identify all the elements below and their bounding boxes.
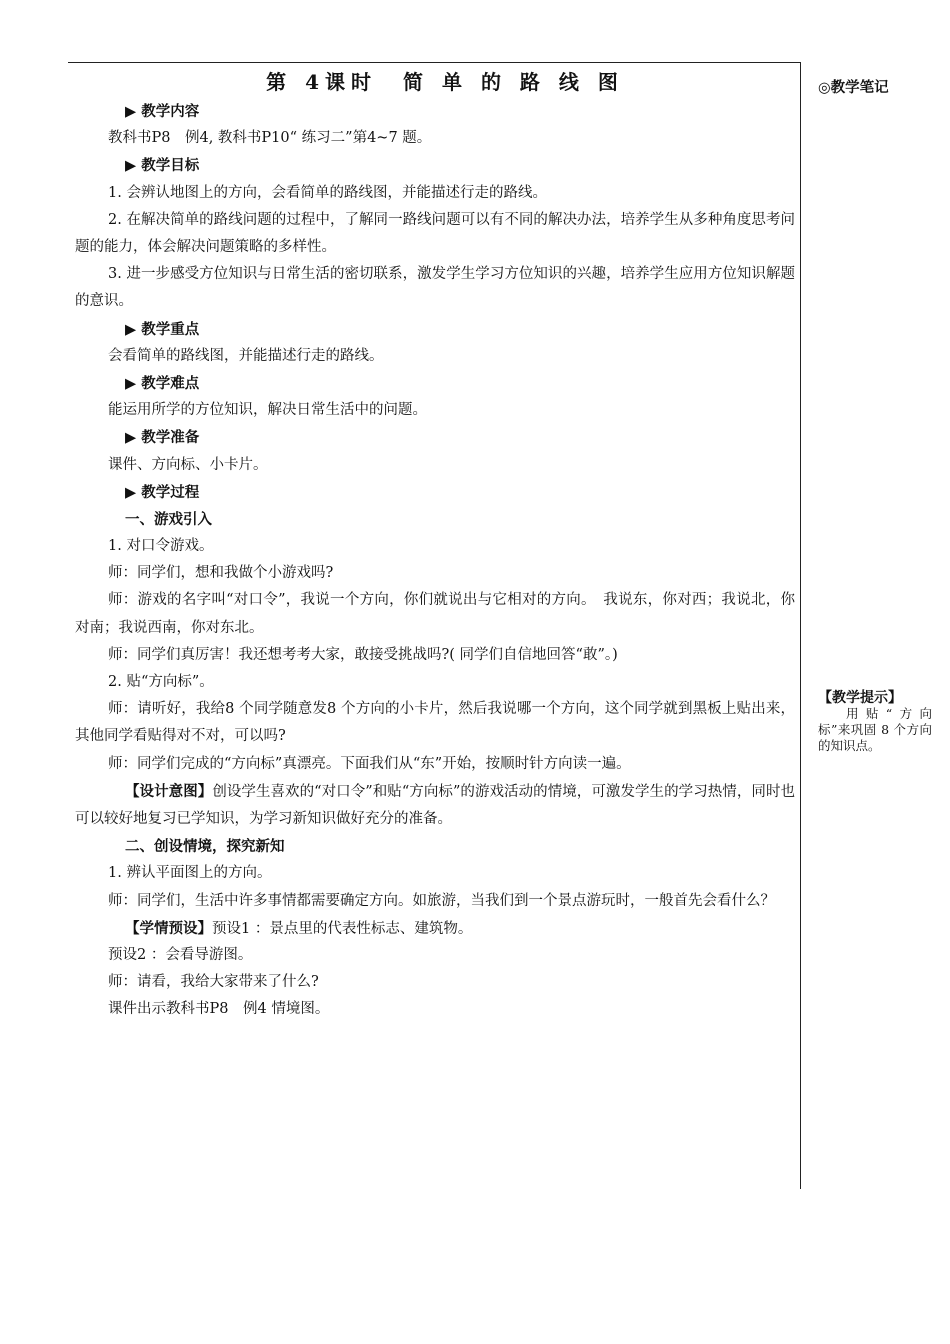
heading-prep: ▶ 教学准备	[125, 429, 200, 447]
section-2-heading: 二、创设情境，探究新知	[125, 838, 285, 856]
hint-title: 【教学提示】	[818, 690, 902, 706]
lesson-plan	[75, 66, 795, 1024]
s1-line-3: 师：游戏的名字叫“对口令”，我说一个方向，你们就说出与它相对的方向。 我说东，你对西；我说北，你对南；我说西南，你对东北。	[75, 592, 795, 636]
goal-3: 3. 进一步感受方位知识与日常生活的密切联系，激发学生学习方位知识的兴趣，培养学生应用方位知识解题的意识。	[75, 266, 795, 310]
heading-goals: ▶ 教学目标	[125, 157, 200, 175]
heading-process: ▶ 教学过程	[125, 483, 200, 501]
s1-line-6: 师：请听好，我给8 个同学随意发8 个方向的小卡片，然后我说哪一个方向，这个同学就到黑板上贴出来，其他同学看贴得对不对，可以吗?	[75, 701, 795, 745]
design-intent	[75, 778, 795, 833]
hint-body: 用贴“方向标”来巩固 8 个方向的知识点。	[818, 706, 932, 753]
preset-1	[75, 915, 795, 942]
teaching-notes-label: ◎教学笔记	[818, 79, 889, 96]
design-intent-text: 创设学生喜欢的“对口令”和贴“方向标”的游戏活动的情境，可激发学生的学习热情，同时也可以较好地复习已学知识，为学习新知识做好充分的准备。	[75, 783, 796, 828]
difficult-text: 能运用所学的方位知识，解决日常生活中的问题。	[108, 402, 427, 419]
content-text: 教科书P8 例4, 教科书P10“ 练习二”第4~7 题。	[108, 130, 432, 147]
s2-line-3: 师：请看，我给大家带来了什么?	[108, 974, 319, 991]
preset-label: 【学情预设】	[125, 919, 212, 937]
s1-line-1: 1. 对口令游戏。	[108, 538, 214, 555]
goal-1: 1. 会辨认地图上的方向，会看简单的路线图，并能描述行走的路线。	[108, 184, 547, 201]
heading-key: ▶ 教学重点	[125, 320, 200, 338]
s1-line-2: 师：同学们，想和我做个小游戏吗?	[108, 565, 334, 582]
prep-text: 课件、方向标、小卡片。	[108, 456, 268, 473]
section-1-heading: 一、游戏引入	[125, 510, 212, 528]
top-rule	[68, 62, 801, 63]
s2-line-2: 师：同学们，生活中许多事情都需要确定方向。如旅游，当我们到一个景点游玩时，一般首先会看什么？	[108, 892, 775, 909]
heading-content: ▶ 教学内容	[125, 103, 200, 120]
heading-difficult: ▶ 教学难点	[125, 374, 200, 392]
s1-line-7: 师：同学们完成的“方向标”真漂亮。下面我们从“东”开始，按顺时针方向读一遍。	[108, 755, 631, 772]
s1-line-4: 师：同学们真厉害！我还想考考大家，敢接受挑战吗?( 同学们自信地回答“敢”。)	[108, 646, 618, 663]
design-intent-label: 【设计意图】	[125, 782, 213, 800]
preset-2: 预设2 ：会看导游图。	[108, 946, 253, 963]
page-title: 第 4课时 简 单 的 路 线 图	[266, 70, 624, 94]
key-text: 会看简单的路线图，并能描述行走的路线。	[108, 347, 384, 364]
side-rule	[800, 63, 801, 1189]
teaching-hint	[818, 690, 932, 754]
preset-1-text: 预设1 ：景点里的代表性标志、建筑物。	[212, 920, 473, 937]
goal-2: 2. 在解决简单的路线问题的过程中，了解同一路线问题可以有不同的解决办法，培养学生从多种角度思考问题的能力，体会解决问题策略的多样性。	[75, 211, 795, 255]
s2-line-4: 课件出示教科书P8 例4 情境图。	[108, 1001, 330, 1018]
s2-line-1: 1. 辨认平面图上的方向。	[108, 865, 272, 882]
s1-line-5: 2. 贴“方向标”。	[108, 674, 214, 691]
